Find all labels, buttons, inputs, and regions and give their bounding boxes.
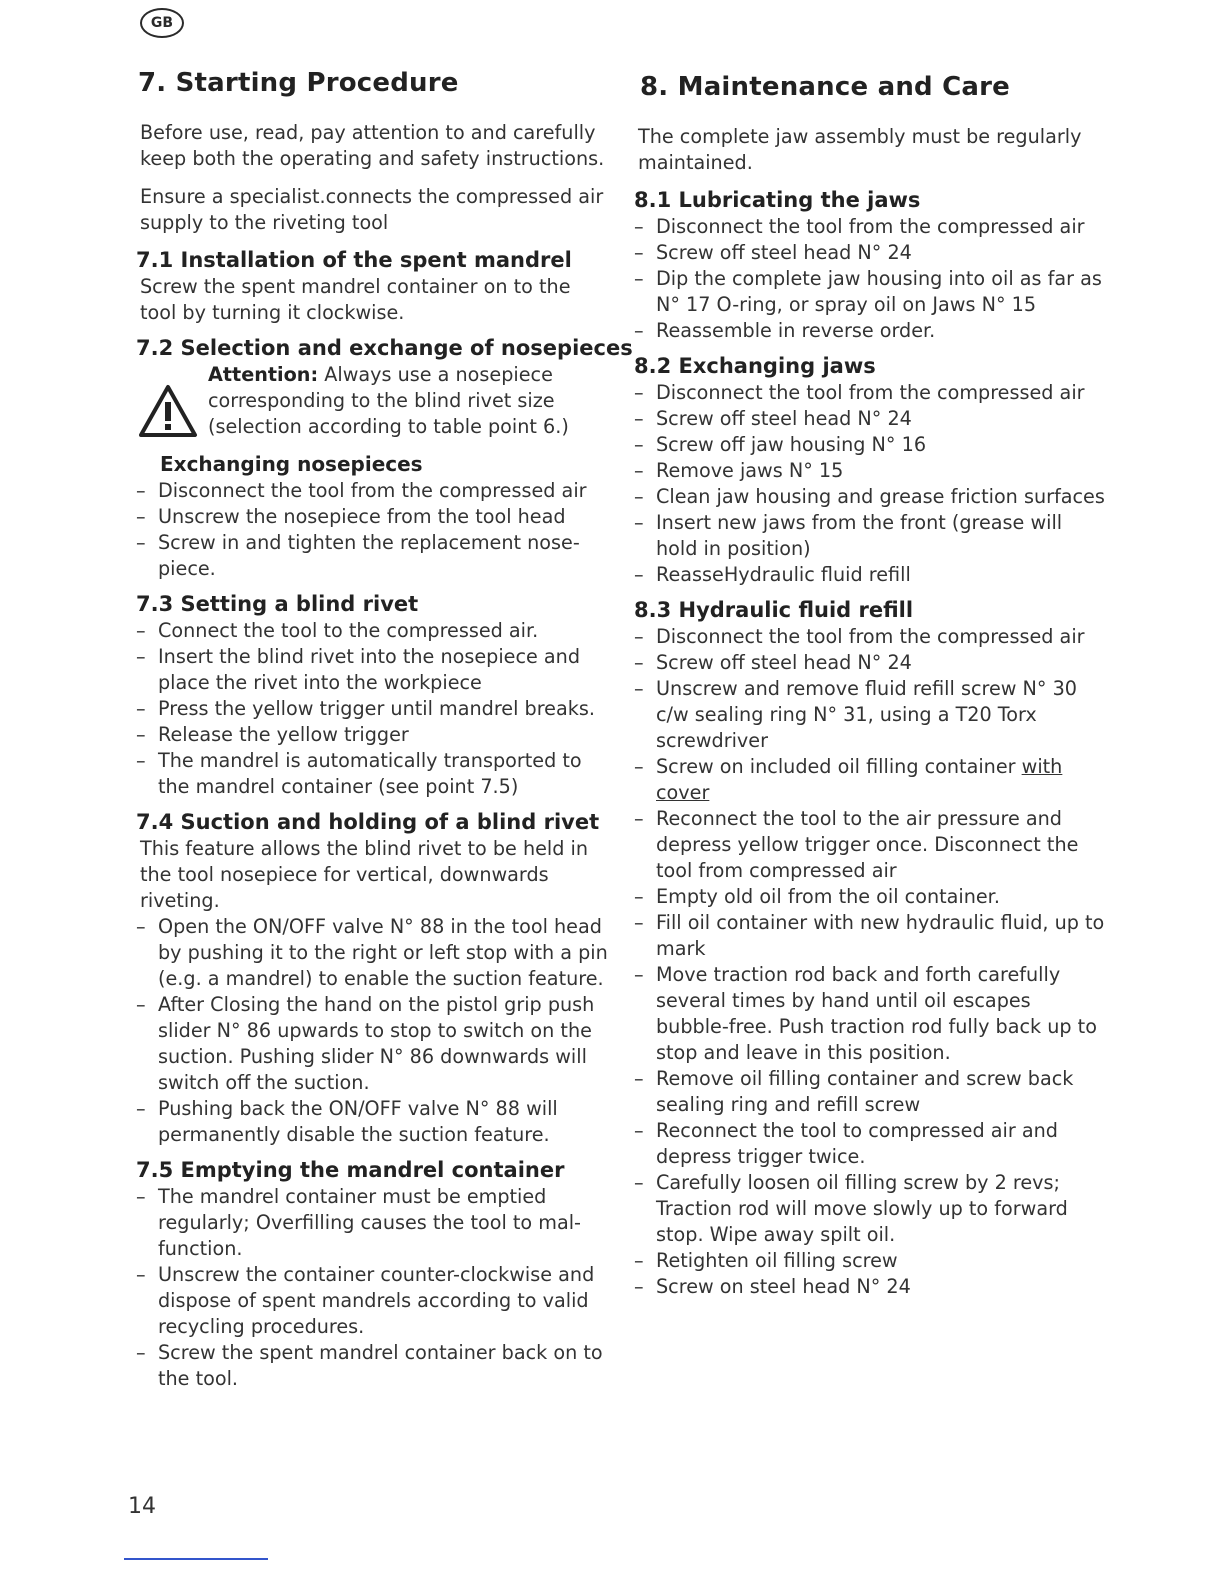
- list-item: – Screw in and tighten the replacement nose-piece.: [130, 530, 608, 582]
- list-item: – Screw off steel head N° 24: [628, 406, 1108, 432]
- list-item: – Unscrew and remove fluid refill screw N° 30 c/w sealing ring N° 31, using a T20 Torx screwdriver: [628, 676, 1108, 754]
- list-item: – Reconnect the tool to compressed air and depress trigger twice.: [628, 1118, 1108, 1170]
- list-item: – Remove oil filling container and screw back sealing ring and refill screw: [628, 1066, 1108, 1118]
- list-item: – Screw the spent mandrel container back on to the tool.: [130, 1340, 608, 1392]
- suction-steps: [130, 914, 608, 1148]
- list-item: – Connect the tool to the compressed air.: [130, 618, 608, 644]
- warning-triangle-icon: [138, 384, 198, 438]
- list-item: [628, 754, 1108, 806]
- page-number: 14: [128, 1494, 156, 1519]
- section-7-2-heading: 7.2 Selection and exchange of nosepieces: [136, 336, 633, 360]
- section-7-1-heading: 7.1 Installation of the spent mandrel: [136, 248, 572, 272]
- section-8-2-heading: 8.2 Exchanging jaws: [634, 354, 876, 378]
- left-column: [130, 64, 633, 1396]
- right-column: [628, 64, 1108, 1304]
- intro-paragraph-2: Ensure a specialist.connects the compressed air supply to the riveting tool: [140, 185, 604, 234]
- section-7-5: [130, 1158, 608, 1392]
- section-8-title: 8. Maintenance and Care: [640, 72, 1010, 102]
- list-item: – Fill oil container with new hydraulic fluid, up to mark: [628, 910, 1108, 962]
- section-7-3-heading: 7.3 Setting a blind rivet: [136, 592, 419, 616]
- section-7-3: [130, 592, 608, 800]
- attention-label: Attention:: [208, 363, 319, 386]
- list-item: – Press the yellow trigger until mandrel breaks.: [130, 696, 608, 722]
- list-item: – Disconnect the tool from the compressed air: [628, 380, 1108, 406]
- list-item: – Carefully loosen oil filling screw by 2 revs; Traction rod will move slowly up to forward stop. Wipe away spilt oil.: [628, 1170, 1108, 1248]
- list-item: – Screw off steel head N° 24: [628, 650, 1108, 676]
- exchanging-jaws-steps: [628, 380, 1108, 588]
- section-8-3-heading: 8.3 Hydraulic fluid refill: [634, 598, 914, 622]
- section-8-intro: The complete jaw assembly must be regularly maintained.: [638, 125, 1082, 174]
- list-item: – Insert new jaws from the front (grease will hold in position): [628, 510, 1108, 562]
- list-item: – Disconnect the tool from the compressed air: [130, 478, 608, 504]
- list-item: – Move traction rod back and forth carefully several times by hand until oil escapes bubble-free. Push traction rod fully back up to stop and leave in this position.: [628, 962, 1108, 1066]
- section-8-1-heading: 8.1 Lubricating the jaws: [634, 188, 921, 212]
- list-item: – Pushing back the ON/OFF valve N° 88 will permanently disable the suction feature.: [130, 1096, 608, 1148]
- list-item: – The mandrel container must be emptied regularly; Overfilling causes the tool to mal-function.: [130, 1184, 608, 1262]
- lubricating-steps: [628, 214, 1108, 344]
- attention-notice: [130, 362, 608, 440]
- list-item: – Screw off jaw housing N° 16: [628, 432, 1108, 458]
- list-item: – Disconnect the tool from the compressed air: [628, 624, 1108, 650]
- list-item: – Reassemble in reverse order.: [628, 318, 1108, 344]
- list-item: – Retighten oil filling screw: [628, 1248, 1108, 1274]
- hydraulic-refill-steps: [628, 624, 1108, 1300]
- section-8-1: [628, 188, 1108, 344]
- section-7-4-text: This feature allows the blind rivet to be held in the tool nosepiece for vertical, downwards riveting.: [140, 837, 589, 912]
- list-item: – Disconnect the tool from the compressed air: [628, 214, 1108, 240]
- list-item: – Clean jaw housing and grease friction surfaces: [628, 484, 1108, 510]
- list-item: – Reconnect the tool to the air pressure and depress yellow trigger once. Disconnect the tool from compressed air: [628, 806, 1108, 884]
- language-badge: GB: [140, 8, 184, 38]
- attention-text: Always use a nosepiece corresponding to the blind rivet size (selection according to table point 6.): [208, 363, 569, 438]
- section-7-1: [130, 248, 608, 326]
- list-item-text: Screw on included oil filling container: [656, 755, 1022, 778]
- exchanging-nosepieces-subheading: Exchanging nosepieces: [160, 452, 423, 476]
- list-item: – ReasseHydraulic fluid refill: [628, 562, 1108, 588]
- list-item: – Screw off steel head N° 24: [628, 240, 1108, 266]
- setting-rivet-steps: [130, 618, 608, 800]
- section-7-4: [130, 810, 608, 1148]
- intro-paragraph-1: Before use, read, pay attention to and carefully keep both the operating and safety instructions.: [140, 121, 605, 170]
- emptying-steps: [130, 1184, 608, 1392]
- section-7-title: 7. Starting Procedure: [138, 68, 459, 98]
- underlined-text: with cover: [656, 755, 1063, 804]
- section-7-5-heading: 7.5 Emptying the mandrel container: [136, 1158, 565, 1182]
- list-item: – Dip the complete jaw housing into oil as far as N° 17 O-ring, or spray oil on Jaws N° 15: [628, 266, 1108, 318]
- list-item: – Release the yellow trigger: [130, 722, 608, 748]
- footer-rule: [124, 1558, 268, 1560]
- nosepiece-steps: [130, 478, 608, 582]
- list-item: – Remove jaws N° 15: [628, 458, 1108, 484]
- list-item: – Unscrew the container counter-clockwise and dispose of spent mandrels according to valid recycling procedures.: [130, 1262, 608, 1340]
- section-7-1-text: Screw the spent mandrel container on to the tool by turning it clockwise.: [140, 275, 571, 324]
- section-8-3: [628, 598, 1108, 1300]
- list-item: – After Closing the hand on the pistol grip push slider N° 86 upwards to stop to switch on the suction. Pushing slider N° 86 downwards will switch off the suction.: [130, 992, 608, 1096]
- section-7-4-heading: 7.4 Suction and holding of a blind rivet: [136, 810, 600, 834]
- section-7-2: [130, 336, 633, 582]
- list-item: – Screw on steel head N° 24: [628, 1274, 1108, 1300]
- list-item: – Unscrew the nosepiece from the tool head: [130, 504, 608, 530]
- list-item: – Empty old oil from the oil container.: [628, 884, 1108, 910]
- list-item: – The mandrel is automatically transported to the mandrel container (see point 7.5): [130, 748, 608, 800]
- list-item: – Open the ON/OFF valve N° 88 in the tool head by pushing it to the right or left stop with a pin (e.g. a mandrel) to enable the suction feature.: [130, 914, 608, 992]
- section-8-2: [628, 354, 1108, 588]
- list-item: – Insert the blind rivet into the nosepiece and place the rivet into the workpiece: [130, 644, 608, 696]
